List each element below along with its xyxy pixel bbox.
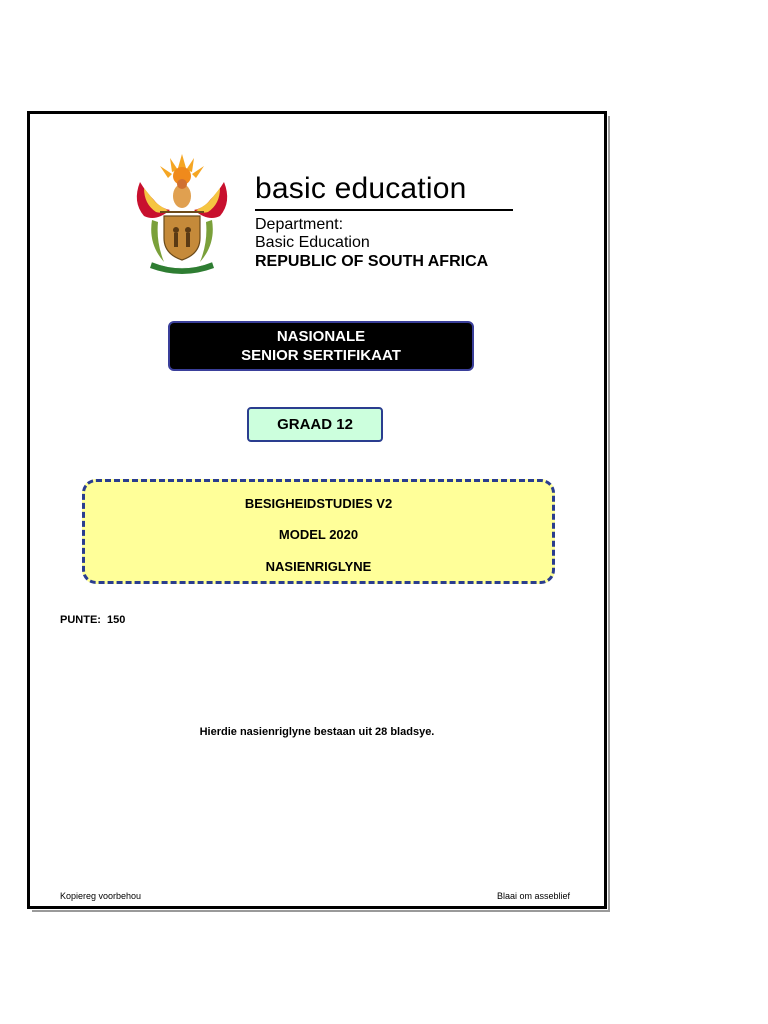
department-label: Department: <box>255 216 344 233</box>
coat-of-arms-icon <box>130 152 234 276</box>
brand-block <box>255 172 513 272</box>
grade-badge: GRAAD 12 <box>247 407 383 442</box>
document-type: NASIENRIGLYNE <box>265 559 372 574</box>
total-marks: PUNTE: 150 <box>60 614 126 626</box>
brand-name: basic education <box>255 172 513 211</box>
page-frame <box>27 111 607 909</box>
subject-box <box>82 479 555 584</box>
copyright-notice: Kopiereg voorbehou <box>60 891 142 901</box>
exam-session: MODEL 2020 <box>278 527 359 542</box>
certificate-banner <box>168 321 474 371</box>
department-name: Basic Education <box>255 234 370 251</box>
page-count-note: Hierdie nasienriglyne bestaan uit 28 bladsye. <box>199 726 435 738</box>
subject-name: BESIGHEIDSTUDIES V2 <box>244 496 393 511</box>
certificate-line-1: NASIONALE <box>276 328 366 345</box>
turn-over-notice: Blaai om asseblief <box>496 891 570 901</box>
certificate-line-2: SENIOR SERTIFIKAAT <box>241 347 401 364</box>
country-name: REPUBLIC OF SOUTH AFRICA <box>255 253 489 270</box>
